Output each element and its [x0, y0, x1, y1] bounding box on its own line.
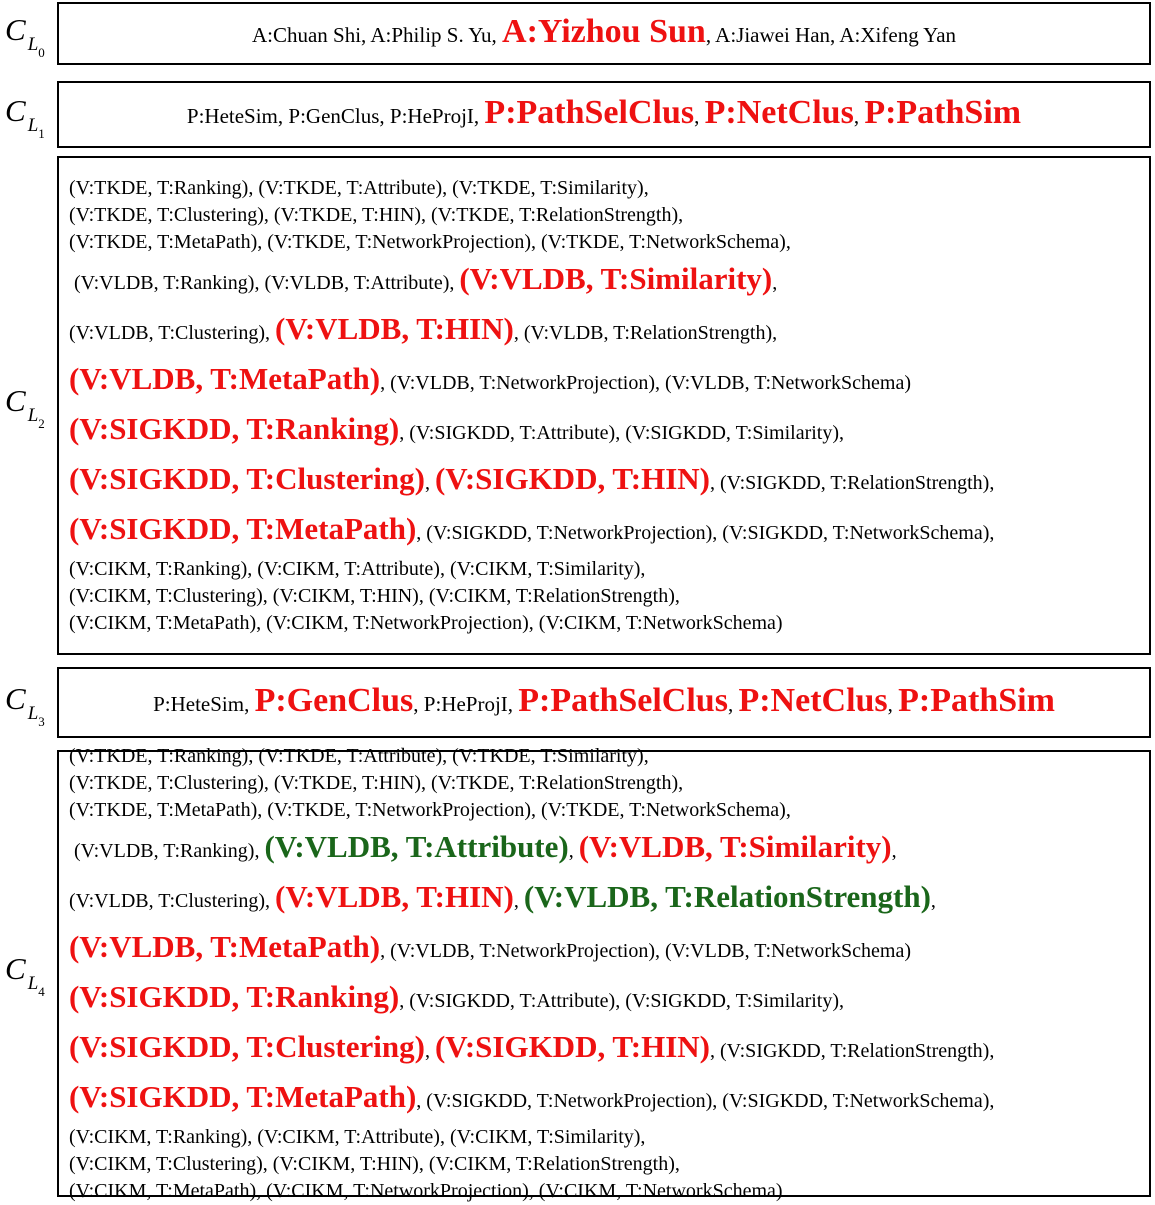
row-label-index: 1 — [38, 126, 45, 141]
highlight-red: (V:VLDB, T:Similarity) — [459, 260, 773, 296]
plain-text: A:Chuan Shi, A:Philip S. Yu, — [251, 23, 503, 47]
plain-text: , — [513, 889, 524, 912]
text-line — [69, 506, 1145, 556]
highlight-red: (V:VLDB, T:HIN) — [275, 878, 514, 914]
text-line — [69, 356, 1145, 406]
row-label-cl3 — [5, 681, 55, 729]
plain-text: , (V:SIGKDD, T:RelationStrength), — [710, 471, 995, 494]
plain-text: P:HeteSim, P:GenClus, P:HeProjI, — [186, 104, 485, 128]
text-line — [69, 824, 1145, 874]
plain-text: (V:CIKM, T:Clustering), (V:CIKM, T:HIN), (V:CIKM, T:RelationStrength), — [69, 584, 680, 607]
highlight-red: P:GenClus — [254, 682, 414, 719]
plain-text: , — [891, 839, 897, 862]
plain-text: , — [772, 271, 778, 294]
text-line — [69, 256, 1145, 306]
plain-text: (V:CIKM, T:Ranking), (V:CIKM, T:Attribute), (V:CIKM, T:Similarity), — [69, 557, 646, 580]
row-label-index: 0 — [38, 45, 45, 60]
plain-text: , (V:VLDB, T:NetworkProjection), (V:VLDB, T:NetworkSchema) — [380, 371, 911, 394]
highlight-red: P:PathSim — [864, 94, 1022, 131]
plain-text: , — [887, 692, 899, 716]
plain-text: , P:HeProjI, — [413, 692, 519, 716]
cluster-box-cl2 — [57, 156, 1151, 655]
text-line — [59, 12, 1149, 55]
plain-text: , — [424, 1039, 435, 1062]
plain-text: (V:TKDE, T:Clustering), (V:TKDE, T:HIN), (V:TKDE, T:RelationStrength), — [69, 771, 684, 794]
plain-text: P:HeteSim, — [153, 692, 255, 716]
plain-text: , (V:SIGKDD, T:NetworkProjection), (V:SIGKDD, T:NetworkSchema), — [416, 1089, 995, 1112]
plain-text: (V:CIKM, T:Clustering), (V:CIKM, T:HIN), (V:CIKM, T:RelationStrength), — [69, 1152, 680, 1175]
plain-text: (V:VLDB, T:Clustering), — [69, 321, 276, 344]
plain-text: (V:TKDE, T:MetaPath), (V:TKDE, T:NetworkProjection), (V:TKDE, T:NetworkSchema), — [69, 230, 791, 253]
plain-text: (V:CIKM, T:MetaPath), (V:CIKM, T:NetworkProjection), (V:CIKM, T:NetworkSchema) — [69, 1179, 783, 1202]
row-label-cl4 — [5, 951, 55, 999]
text-line — [69, 556, 1145, 583]
highlight-red: (V:SIGKDD, T:MetaPath) — [69, 510, 417, 546]
text-line — [69, 770, 1145, 797]
cluster-box-cl1 — [57, 81, 1151, 148]
highlight-red: P:NetClus — [704, 94, 854, 131]
highlight-red: (V:SIGKDD, T:HIN) — [434, 1028, 710, 1064]
row-label-cl1 — [5, 93, 55, 141]
row-label-cl0 — [5, 12, 55, 60]
plain-text: (V:VLDB, T:Ranking), — [69, 839, 265, 862]
text-line — [69, 797, 1145, 824]
text-line — [69, 229, 1145, 256]
cluster-box-cl3 — [57, 667, 1151, 738]
highlight-red: (V:VLDB, T:HIN) — [275, 310, 514, 346]
row-label-index: 4 — [38, 984, 45, 999]
plain-text: (V:CIKM, T:MetaPath), (V:CIKM, T:NetworkProjection), (V:CIKM, T:NetworkSchema) — [69, 611, 783, 634]
row-label-base: C — [5, 681, 26, 716]
highlight-red: (V:SIGKDD, T:Ranking) — [69, 410, 400, 446]
plain-text: , (V:SIGKDD, T:Attribute), (V:SIGKDD, T:Similarity), — [399, 421, 845, 444]
highlight-red: (V:SIGKDD, T:Clustering) — [69, 460, 425, 496]
text-line — [69, 306, 1145, 356]
highlight-red: (V:VLDB, T:MetaPath) — [69, 360, 381, 396]
plain-text: (V:TKDE, T:MetaPath), (V:TKDE, T:NetworkProjection), (V:TKDE, T:NetworkSchema), — [69, 798, 791, 821]
highlight-red: (V:SIGKDD, T:MetaPath) — [69, 1078, 417, 1114]
plain-text: (V:TKDE, T:Ranking), (V:TKDE, T:Attribute), (V:TKDE, T:Similarity), — [69, 744, 649, 767]
highlight-red: (V:VLDB, T:Similarity) — [578, 828, 892, 864]
text-line — [69, 456, 1145, 506]
highlight-green: (V:VLDB, T:Attribute) — [264, 828, 569, 864]
text-line — [69, 583, 1145, 610]
text-line — [69, 924, 1145, 974]
highlight-red: A:Yizhou Sun — [502, 13, 706, 50]
plain-text: (V:CIKM, T:Ranking), (V:CIKM, T:Attribute), (V:CIKM, T:Similarity), — [69, 1125, 646, 1148]
highlight-red: (V:SIGKDD, T:Clustering) — [69, 1028, 425, 1064]
text-line — [69, 974, 1145, 1024]
plain-text: , (V:SIGKDD, T:NetworkProjection), (V:SIGKDD, T:NetworkSchema), — [416, 521, 995, 544]
highlight-red: P:PathSim — [898, 682, 1055, 719]
text-line — [69, 610, 1145, 637]
row-label-base: C — [5, 12, 26, 47]
highlight-red: (V:SIGKDD, T:Ranking) — [69, 978, 400, 1014]
row-label-base: C — [5, 93, 26, 128]
row-label-cl2 — [5, 383, 55, 431]
plain-text: (V:VLDB, T:Ranking), (V:VLDB, T:Attribute), — [69, 271, 460, 294]
text-line — [69, 406, 1145, 456]
plain-text: , — [727, 692, 739, 716]
text-line — [69, 202, 1145, 229]
text-line — [59, 93, 1149, 136]
row-label-sub: L — [27, 703, 39, 724]
highlight-red: P:NetClus — [738, 682, 888, 719]
highlight-green: (V:VLDB, T:RelationStrength) — [523, 878, 931, 914]
text-line — [69, 1124, 1145, 1151]
plain-text: , A:Jiawei Han, A:Xifeng Yan — [705, 23, 957, 47]
text-line — [69, 1074, 1145, 1124]
plain-text: (V:VLDB, T:Clustering), — [69, 889, 276, 912]
plain-text: , — [694, 104, 705, 128]
plain-text: , — [568, 839, 579, 862]
plain-text: , (V:SIGKDD, T:Attribute), (V:SIGKDD, T:Similarity), — [399, 989, 845, 1012]
plain-text: , — [930, 889, 936, 912]
row-label-sub: L — [27, 405, 39, 426]
row-label-index: 3 — [38, 714, 45, 729]
text-line — [69, 175, 1145, 202]
highlight-red: (V:VLDB, T:MetaPath) — [69, 928, 381, 964]
row-label-base: C — [5, 383, 26, 418]
plain-text: , (V:VLDB, T:NetworkProjection), (V:VLDB, T:NetworkSchema) — [380, 939, 911, 962]
plain-text: , (V:VLDB, T:RelationStrength), — [513, 321, 778, 344]
row-label-base: C — [5, 951, 26, 986]
text-line — [69, 1151, 1145, 1178]
row-label-sub: L — [27, 973, 39, 994]
highlight-red: P:PathSelClus — [484, 94, 695, 131]
text-line — [69, 874, 1145, 924]
highlight-red: (V:SIGKDD, T:HIN) — [434, 460, 710, 496]
cluster-box-cl0 — [57, 2, 1151, 65]
row-label-index: 2 — [38, 416, 45, 431]
text-line — [69, 743, 1145, 770]
highlight-red: P:PathSelClus — [518, 682, 728, 719]
row-label-sub: L — [27, 115, 39, 136]
text-line — [69, 1178, 1145, 1205]
plain-text: (V:TKDE, T:Ranking), (V:TKDE, T:Attribute), (V:TKDE, T:Similarity), — [69, 176, 649, 199]
text-line — [59, 681, 1149, 724]
row-label-sub: L — [27, 34, 39, 55]
cluster-box-cl4 — [57, 744, 1151, 1202]
plain-text: , — [853, 104, 865, 128]
plain-text: (V:TKDE, T:Clustering), (V:TKDE, T:HIN), (V:TKDE, T:RelationStrength), — [69, 203, 684, 226]
plain-text: , (V:SIGKDD, T:RelationStrength), — [710, 1039, 995, 1062]
plain-text: , — [424, 471, 435, 494]
text-line — [69, 1024, 1145, 1074]
